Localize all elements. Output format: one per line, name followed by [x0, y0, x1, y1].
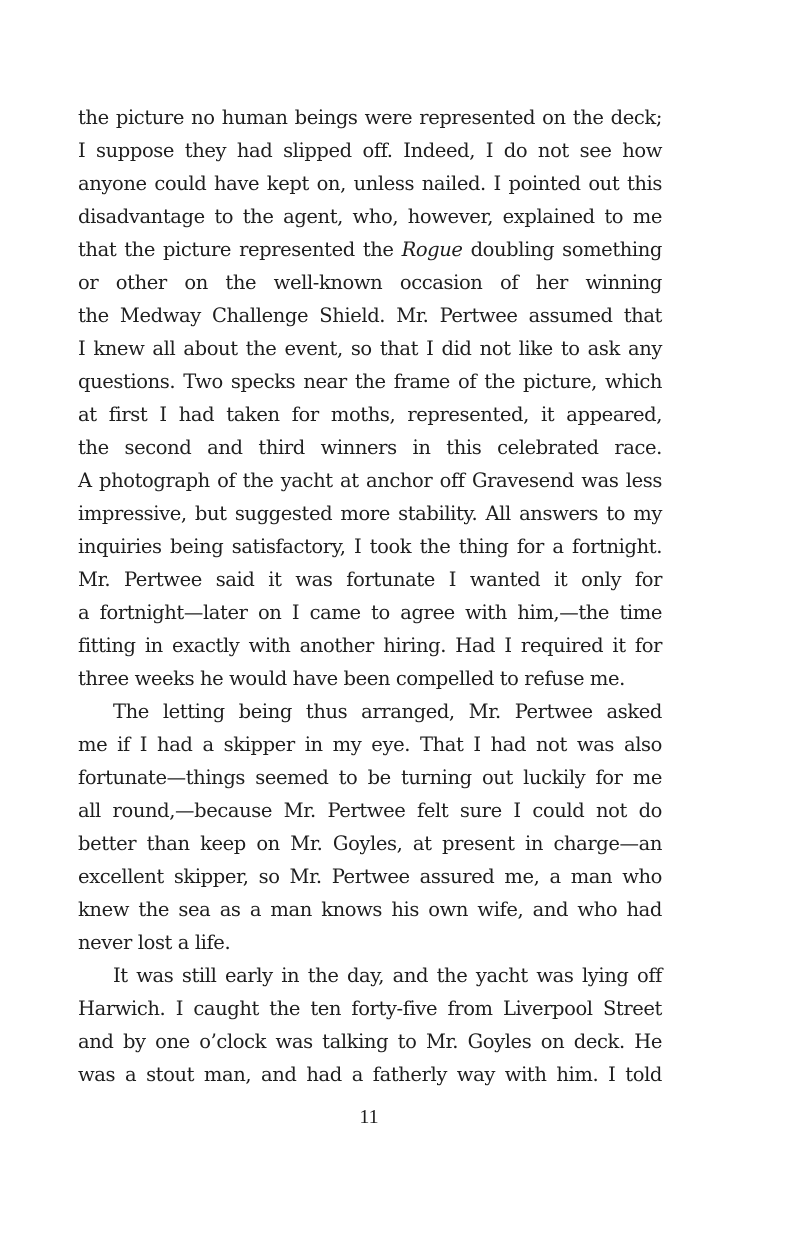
text-line: three weeks he would have been compelled to refuse me.: [78, 667, 625, 690]
italic-ship-name: Rogue: [401, 238, 463, 261]
text-line: a fortnight—later on I came to agree with him,—the time: [78, 601, 662, 624]
text-line: the Medway Challenge Shield. Mr. Pertwee assumed that: [78, 304, 662, 327]
text-line: Harwich. I caught the ten forty-five from Liverpool Street: [78, 997, 662, 1020]
text-line: never lost a life.: [78, 931, 231, 954]
text-line: the picture no human beings were represented on the deck;: [78, 106, 662, 129]
text-line: impressive, but suggested more stability. All answers to my: [78, 502, 662, 525]
text-line: anyone could have kept on, unless nailed. I pointed out this: [78, 172, 662, 195]
text-line: all round,—because Mr. Pertwee felt sure I could not do: [78, 799, 662, 822]
text-line: the second and third winners in this celebrated race.: [78, 436, 662, 459]
text-line: questions. Two specks near the frame of the picture, which: [78, 370, 662, 393]
page-number: 11: [359, 1106, 379, 1128]
text-line: fitting in exactly with another hiring. Had I required it for: [78, 634, 662, 657]
text-line: me if I had a skipper in my eye. That I had not was also: [78, 733, 662, 756]
text-line: I knew all about the event, so that I did not like to ask any: [78, 337, 662, 360]
text-line: better than keep on Mr. Goyles, at present in charge—an: [78, 832, 662, 855]
text-line: It was still early in the day, and the yacht was lying off: [113, 964, 662, 987]
text-line: I suppose they had slipped off. Indeed, I do not see how: [78, 139, 662, 162]
text-line: inquiries being satisfactory, I took the thing for a fortnight.: [78, 535, 662, 558]
text-line: knew the sea as a man knows his own wife, and who had: [78, 898, 662, 921]
text-line: The letting being thus arranged, Mr. Pertwee asked: [113, 700, 662, 723]
text-line: at first I had taken for moths, represented, it appeared,: [78, 403, 662, 426]
text-line: was a stout man, and had a fatherly way with him. I told: [78, 1063, 662, 1086]
text-line: that the picture represented the Rogue doubling something: [78, 238, 662, 261]
text-line: A photograph of the yacht at anchor off Gravesend was less: [78, 469, 662, 492]
text-line: or other on the well-known occasion of her winning: [78, 271, 662, 294]
page-body-text: [78, 101, 662, 1091]
text-line: Mr. Pertwee said it was fortunate I wanted it only for: [78, 568, 662, 591]
text-line: and by one o’clock was talking to Mr. Goyles on deck. He: [78, 1030, 662, 1053]
text-line: excellent skipper, so Mr. Pertwee assured me, a man who: [78, 865, 662, 888]
text-line: fortunate—things seemed to be turning out luckily for me: [78, 766, 662, 789]
text-line: disadvantage to the agent, who, however, explained to me: [78, 205, 662, 228]
